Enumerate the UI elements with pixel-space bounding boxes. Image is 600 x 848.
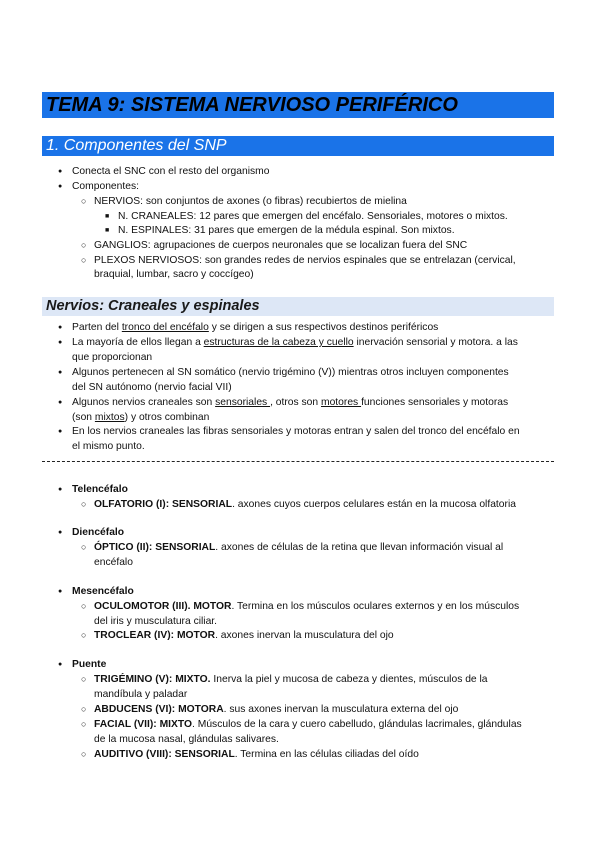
underlined-text: sensoriales — [215, 397, 271, 408]
text: . Termina en los músculos oculares externos y en los músculos — [231, 601, 520, 612]
bullet-algunos-cont: del SN autónomo (nervio facial VII) — [72, 382, 232, 393]
section-heading-componentes: 1. Componentes del SNP — [42, 136, 554, 156]
item-facial — [94, 717, 522, 732]
text: inervación sensorial y motora. a las — [353, 337, 518, 348]
bullet-fibras: ● En los nervios craneales las fibras sensoriales y motoras entran y salen del tronco del encéfalo en — [72, 424, 520, 439]
text: (son — [72, 412, 95, 423]
text: . sus axones inervan la musculatura externa del ojo — [223, 704, 459, 715]
nerve-name: ABDUCENS (VI): MOTORA — [94, 704, 224, 715]
subsub-espinales: ■ N. ESPINALES: 31 pares que emergen de la médula espinal. Son mixtos. — [118, 223, 455, 238]
item-trigemino — [94, 672, 488, 687]
nerve-name: ÓPTICO (II): SENSORIAL — [94, 542, 216, 553]
item-facial-cont: de la mucosa nasal, glándulas salivares. — [94, 734, 279, 745]
item-troclear — [94, 628, 394, 643]
bullet-conecta: ● Conecta el SNC con el resto del organismo — [72, 164, 269, 179]
nerve-name: OCULOMOTOR (III). MOTOR — [94, 601, 232, 612]
text: Inerva la piel y mucosa de cabeza y dientes, músculos de la — [210, 674, 488, 685]
item-olfatorio — [94, 497, 516, 512]
nerve-name: TRIGÉMINO (V): MIXTO. — [94, 674, 211, 685]
list-puente: ● Puente — [72, 657, 106, 672]
item-trigemino-cont: mandíbula y paladar — [94, 689, 188, 700]
section-heading-nervios: Nervios: Craneales y espinales — [42, 297, 554, 316]
list-diencefalo: ● Diencéfalo — [72, 525, 124, 540]
nerve-name: AUDITIVO (VIII): SENSORIAL — [94, 749, 235, 760]
item-optico — [94, 540, 503, 555]
text: funciones sensoriales y motoras — [361, 397, 509, 408]
text: . axones inervan la musculatura del ojo — [215, 630, 394, 641]
text: . Músculos de la cara y cuero cabelludo, glándulas lacrimales, glándulas — [192, 719, 522, 730]
item-oculomotor — [94, 599, 519, 614]
divider-line — [42, 461, 554, 462]
item-oculomotor-cont: del iris y musculatura ciliar. — [94, 616, 218, 627]
text: ) y otros combinan — [124, 412, 210, 423]
bullet-componentes: ● Componentes: — [72, 179, 139, 194]
list-mesencefalo: ● Mesencéfalo — [72, 584, 134, 599]
text: . axones de células de la retina que llevan información visual al — [215, 542, 504, 553]
sub-plexos: ○ PLEXOS NERVIOSOS: son grandes redes de nervios espinales que se entrelazan (cervical, — [94, 253, 516, 268]
nerve-name: FACIAL (VII): MIXTO — [94, 719, 193, 730]
text: La mayoría de ellos llegan a — [72, 337, 204, 348]
bullet-algunos: ● Algunos pertenecen al SN somático (nervio trigémino (V)) mientras otros incluyen componentes — [72, 365, 509, 380]
list-telencefalo: ● Telencéfalo — [72, 482, 128, 497]
text: , otros son — [270, 397, 321, 408]
sub-nervios: ○ NERVIOS: son conjuntos de axones (o fibras) recubiertos de mielina — [94, 194, 407, 209]
item-optico-cont: encéfalo — [94, 557, 133, 568]
underlined-text: motores — [321, 397, 362, 408]
underlined-text: estructuras de la cabeza y cuello — [203, 337, 354, 348]
item-abducens — [94, 702, 458, 717]
document-title: TEMA 9: SISTEMA NERVIOSO PERIFÉRICO — [42, 92, 554, 118]
bullet-fibras-cont: el mismo punto. — [72, 441, 145, 452]
bullet-mayoria-cont: que proporcionan — [72, 352, 153, 363]
text: y se dirigen a sus respectivos destinos periféricos — [208, 322, 439, 333]
text: . Termina en las células ciliadas del oído — [234, 749, 419, 760]
sub-plexos-cont: braquial, lumbar, sacro y coccígeo) — [94, 269, 254, 280]
bullet-mayoria — [72, 335, 518, 350]
bullet-parten — [72, 320, 438, 335]
text: Algunos nervios craneales son — [72, 397, 216, 408]
bullet-sensoriales-cont — [72, 410, 209, 425]
bullet-sensoriales — [72, 395, 508, 410]
sub-ganglios: ○ GANGLIOS: agrupaciones de cuerpos neuronales que se localizan fuera del SNC — [94, 238, 467, 253]
text: . axones cuyos cuerpos celulares están en la mucosa olfatoria — [232, 499, 516, 510]
underlined-text: mixtos — [94, 412, 125, 423]
text: Parten del — [72, 322, 122, 333]
nerve-name: TROCLEAR (IV): MOTOR — [94, 630, 216, 641]
nerve-name: OLFATORIO (I): SENSORIAL — [94, 499, 233, 510]
underlined-text: tronco del encéfalo — [121, 322, 209, 333]
subsub-craneales: ■ N. CRANEALES: 12 pares que emergen del encéfalo. Sensoriales, motores o mixtos. — [118, 209, 508, 224]
item-auditivo — [94, 747, 419, 762]
